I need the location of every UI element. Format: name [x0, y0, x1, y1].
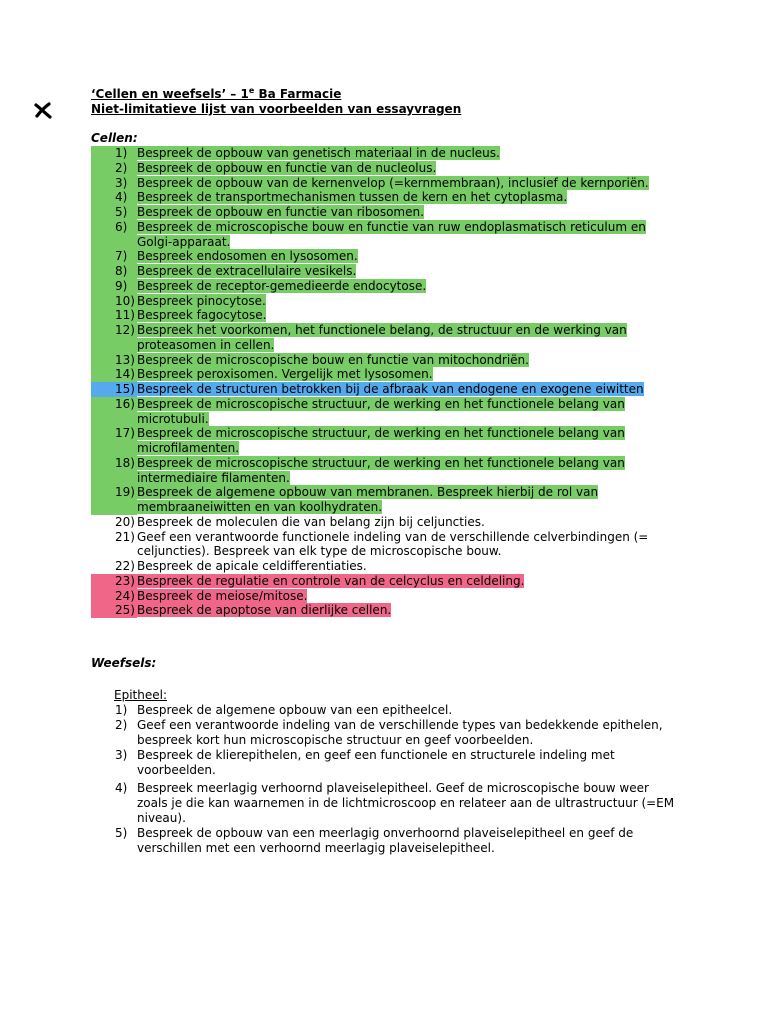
question-number: 4): [91, 190, 137, 205]
cells-question-16: [91, 397, 681, 427]
question-number: 17): [91, 426, 137, 456]
cells-question-6: [91, 220, 681, 250]
question-text-block: [137, 426, 681, 456]
tissues-heading: Weefsels:: [91, 656, 157, 670]
question-text: Bespreek meerlagig verhoornd plaveiselepitheel. Geef de microscopische bouw weer zoals je die kan waarnemen in de lichtmicroscoop en relateer aan de ultrastructuur (=EM niveau).: [137, 781, 675, 825]
question-text: Bespreek de microscopische structuur, de werking en het functionele belang van microtubuli.: [137, 396, 625, 426]
question-number: 13): [91, 353, 137, 368]
question-number: 12): [91, 323, 137, 353]
cells-question-19: [91, 485, 681, 515]
cells-question-11: [91, 308, 681, 323]
question-number: 15): [91, 382, 137, 397]
question-text-block: [137, 176, 681, 191]
question-text: Bespreek de microscopische structuur, de werking en het functionele belang van intermediaire filamenten.: [137, 455, 625, 485]
question-text-block: [137, 367, 681, 382]
cells-question-15: [91, 382, 681, 397]
question-text-block: [137, 294, 681, 309]
cells-question-25: [91, 603, 681, 618]
question-text-block: [137, 279, 681, 294]
question-text: Bespreek de microscopische bouw en functie van mitochondriën.: [137, 352, 529, 367]
question-text: Bespreek het voorkomen, het functionele belang, de structuur en de werking van proteasomen in cellen.: [137, 323, 627, 352]
question-number: 9): [91, 279, 137, 294]
question-text: Bespreek de regulatie en controle van de celcyclus en celdeling.: [137, 573, 525, 588]
document-subtitle: Niet-limitatieve lijst van voorbeelden van essayvragen: [91, 102, 462, 116]
question-text-block: [137, 456, 681, 486]
question-text: Bespreek de opbouw en functie van ribosomen.: [137, 205, 424, 219]
cells-question-list: [91, 146, 681, 618]
question-text-block: [137, 748, 681, 778]
cells-question-12: [91, 323, 681, 353]
question-text-block: [137, 703, 681, 718]
question-text-block: [137, 485, 681, 515]
question-text: Bespreek peroxisomen. Vergelijk met lysosomen.: [137, 367, 433, 382]
question-text-block: [137, 264, 681, 279]
question-number: 20): [115, 514, 135, 529]
question-text-block: [137, 353, 681, 368]
question-text-block: [137, 781, 681, 826]
question-number: 5): [91, 205, 137, 220]
tissues-question-5: [91, 826, 681, 856]
question-text: Bespreek de klierepithelen, en geef een functionele en structurele indeling met voorbeelden.: [137, 748, 615, 777]
question-text-block: [137, 220, 681, 250]
question-text-block: [137, 515, 681, 530]
question-text: Bespreek fagocytose.: [137, 308, 267, 323]
cells-question-22: [91, 559, 681, 574]
handwritten-x-mark-icon: [33, 100, 53, 120]
question-number: 10): [91, 294, 137, 309]
question-number: 22): [115, 559, 135, 573]
question-text: Bespreek de algemene opbouw van een epitheelcel.: [137, 703, 453, 717]
question-number: 24): [91, 589, 137, 604]
question-number: 3): [91, 176, 137, 191]
question-text: Bespreek de meiose/mitose.: [137, 588, 308, 603]
question-text-block: [137, 530, 681, 560]
question-text: Bespreek de apoptose van dierlijke cellen.: [137, 603, 392, 618]
question-text: Bespreek de apicale celdifferentiaties.: [137, 559, 367, 573]
cells-question-20: [91, 515, 681, 530]
question-number: 14): [91, 367, 137, 382]
question-text: Bespreek de transportmechanismen tussen de kern en het cytoplasma.: [137, 190, 568, 205]
question-text-block: [137, 205, 681, 220]
question-text-block: [137, 382, 681, 397]
cells-question-23: [91, 574, 681, 589]
question-text-block: [137, 397, 681, 427]
question-number: 3): [115, 748, 128, 762]
cells-question-18: [91, 456, 681, 486]
tissues-question-2: [91, 718, 681, 748]
question-text: Bespreek pinocytose.: [137, 293, 266, 308]
question-number: 18): [91, 456, 137, 486]
question-text-block: [137, 589, 681, 604]
question-number: 5): [115, 826, 128, 840]
question-text: Bespreek de microscopische bouw en functie van ruw endoplasmatisch reticulum en Golgi-apparaat.: [137, 219, 646, 249]
document-title: ‘Cellen en weefsels’ – 1e Ba Farmacie: [91, 86, 342, 101]
question-number: 7): [91, 249, 137, 264]
epithelium-question-list: [91, 703, 681, 856]
tissues-question-4: [91, 781, 681, 826]
question-text: Bespreek de algemene opbouw van membranen. Bespreek hierbij de rol van membraaneiwitten en van koolhydraten.: [137, 485, 599, 514]
document-body: [91, 87, 681, 856]
cells-heading: Cellen:: [91, 131, 138, 145]
cells-question-21: [91, 530, 681, 560]
question-number: 25): [91, 603, 137, 618]
question-number: 6): [91, 220, 137, 250]
question-text: Bespreek de opbouw van genetisch materiaal in de nucleus.: [137, 146, 500, 160]
cells-question-9: [91, 279, 681, 294]
tissues-question-1: [91, 703, 681, 718]
question-number: 2): [115, 718, 128, 732]
question-number: 1): [115, 703, 128, 717]
question-number: 21): [115, 529, 135, 544]
question-number: 8): [91, 264, 137, 279]
question-number: 2): [91, 161, 137, 176]
question-text-block: [137, 826, 681, 856]
question-text: Bespreek de receptor-gemedieerde endocytose.: [137, 278, 427, 293]
question-text-block: [137, 718, 681, 748]
question-number: 19): [91, 485, 137, 515]
question-text: Bespreek de microscopische structuur, de werking en het functionele belang van microfilamenten.: [137, 426, 625, 455]
cells-question-5: [91, 205, 681, 220]
question-text-block: [137, 574, 681, 589]
question-text-block: [137, 323, 681, 353]
question-text: Bespreek de extracellulaire vesikels.: [137, 264, 357, 278]
cells-question-13: [91, 353, 681, 368]
cells-question-1: [91, 146, 681, 161]
question-text: Bespreek de moleculen die van belang zijn bij celjuncties.: [137, 514, 485, 529]
cells-question-8: [91, 264, 681, 279]
cells-question-17: [91, 426, 681, 456]
question-number: 11): [91, 308, 137, 323]
question-text-block: [137, 190, 681, 205]
question-text: Bespreek de structuren betrokken bij de afbraak van endogene en exogene eiwitten: [137, 382, 644, 396]
question-text: Geef een verantwoorde indeling van de verschillende types van bedekkende epithelen, bespreek kort hun microscopische structuur en geef voorbeelden.: [137, 718, 663, 747]
cells-question-4: [91, 190, 681, 205]
question-text: Bespreek de opbouw van een meerlagig onverhoornd plaveiselepitheel en geef de verschillen met een verhoornd meerlagig plaveiselepitheel.: [137, 826, 634, 855]
question-number: 23): [91, 574, 137, 589]
question-number: 16): [91, 397, 137, 427]
cells-question-3: [91, 176, 681, 191]
question-text: Bespreek de opbouw en functie van de nucleolus.: [137, 160, 437, 175]
question-text: Bespreek endosomen en lysosomen.: [137, 249, 358, 264]
question-text: Bespreek de opbouw van de kernenvelop (=kernmembraan), inclusief de kernporiën.: [137, 175, 649, 190]
cells-question-7: [91, 249, 681, 264]
question-text-block: [137, 146, 681, 161]
question-text-block: [137, 308, 681, 323]
cells-question-2: [91, 161, 681, 176]
question-number: 4): [115, 781, 128, 795]
question-text-block: [137, 249, 681, 264]
cells-question-14: [91, 367, 681, 382]
epithelium-subheading: Epitheel:: [114, 688, 167, 702]
tissues-question-3: [91, 748, 681, 778]
cells-question-24: [91, 589, 681, 604]
question-text-block: [137, 603, 681, 618]
question-text-block: [137, 161, 681, 176]
question-number: 1): [91, 146, 137, 161]
question-text: Geef een verantwoorde functionele indeling van de verschillende celverbindingen (= celjuncties). Bespreek van elk type de microscopische bouw.: [137, 529, 649, 559]
cells-question-10: [91, 294, 681, 309]
question-text-block: [137, 559, 681, 574]
